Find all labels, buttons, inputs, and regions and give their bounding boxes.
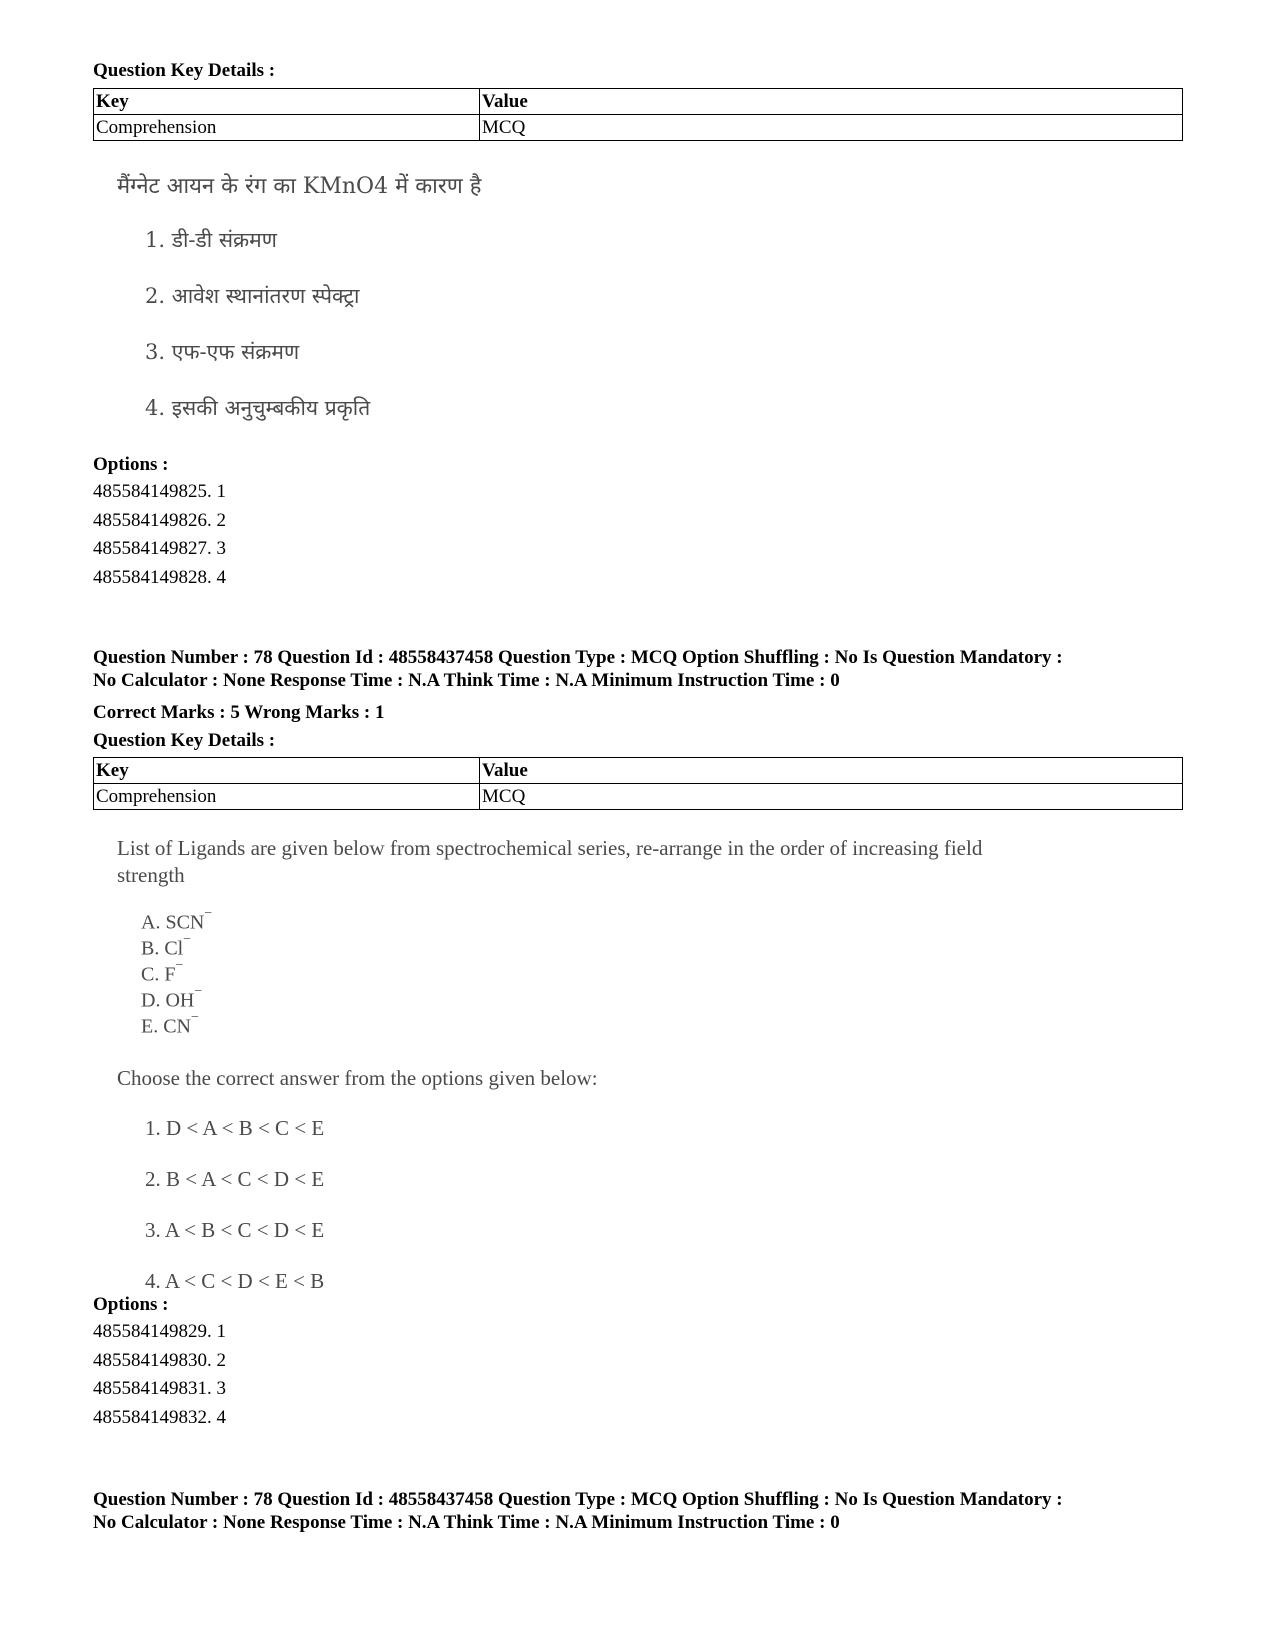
table-header-row [94,89,1183,115]
key-details-label: Question Key Details : [93,730,276,751]
options-list [93,478,226,592]
option-item: 485584149832. 4 [93,1406,226,1428]
marks-line: Correct Marks : 5 Wrong Marks : 1 [93,702,385,723]
option-item: 485584149826. 2 [93,509,226,531]
options-list [93,1318,226,1432]
key-details-label: Question Key Details : [93,60,276,81]
key-details-table [93,757,1183,810]
option-item: 485584149827. 3 [93,538,226,559]
question-choice: 4. A < C < D < E < B [145,1269,325,1293]
ligand-label: C. F [141,963,176,986]
negative-charge: − [183,932,192,947]
table-cell-value: MCQ [480,784,1183,810]
question-meta-line: Question Number : 78 Question Id : 48558437458 Question Type : MCQ Option Shuffling : No Is Question Mandatory : [93,647,1063,668]
table-cell-value: MCQ [480,115,1183,141]
negative-charge: − [194,984,203,999]
option-item: 485584149829. 1 [93,1321,226,1342]
table-header-value: Value [480,89,1183,115]
ligand-item [141,932,192,961]
question-choice: 1. डी-डी संक्रमण [145,228,277,252]
option-item: 485584149831. 3 [93,1378,226,1399]
ligand-label: D. OH [141,989,195,1012]
ligand-label: E. CN [141,1015,191,1038]
options-label: Options : [93,454,169,475]
table-header-value: Value [480,758,1183,784]
negative-charge: − [204,906,213,921]
table-cell-key: Comprehension [94,115,480,141]
question-meta-line: Question Number : 78 Question Id : 48558437458 Question Type : MCQ Option Shuffling : No Is Question Mandatory : [93,1489,1063,1510]
question-meta [93,646,1063,692]
table-header-row [94,758,1183,784]
table-header-key: Key [94,758,480,784]
ligand-item [141,906,213,935]
ligand-item [141,958,184,987]
table-row [94,115,1183,141]
question-choice: 2. B < A < C < D < E [145,1167,325,1191]
question-choice: 4. इसकी अनुचुम्बकीय प्रकृति [145,396,371,420]
option-item: 485584149828. 4 [93,566,226,588]
question-stem: List of Ligands are given below from spectrochemical series, re-arrange in the order of increasing field [117,836,983,860]
ligand-item [141,1010,199,1039]
question-stem: मैंग्नेट आयन के रंग का KMnO4 में कारण है [117,174,482,199]
question-meta [93,1488,1063,1534]
table-header-key: Key [94,89,480,115]
ligand-item [141,984,203,1013]
table-row [94,784,1183,810]
table-cell-key: Comprehension [94,784,480,810]
option-item: 485584149825. 1 [93,481,226,502]
key-details-table [93,88,1183,141]
question-choice: 3. एफ-एफ संक्रमण [145,340,300,364]
question-meta-line: No Calculator : None Response Time : N.A Think Time : N.A Minimum Instruction Time : 0 [93,670,840,691]
question-instruction: Choose the correct answer from the options given below: [117,1066,598,1090]
question-choice: 2. आवेश स्थानांतरण स्पेक्ट्रा [145,284,360,308]
ligand-label: A. SCN [141,911,205,934]
option-item: 485584149830. 2 [93,1349,226,1371]
question-meta-line: No Calculator : None Response Time : N.A Think Time : N.A Minimum Instruction Time : 0 [93,1512,840,1533]
question-choice: 3. A < B < C < D < E [145,1218,325,1242]
question-choice: 1. D < A < B < C < E [145,1116,325,1140]
ligand-label: B. Cl [141,937,184,960]
question-stem: strength [117,863,185,887]
options-label: Options : [93,1294,169,1315]
negative-charge: − [175,958,184,973]
negative-charge: − [191,1010,199,1025]
